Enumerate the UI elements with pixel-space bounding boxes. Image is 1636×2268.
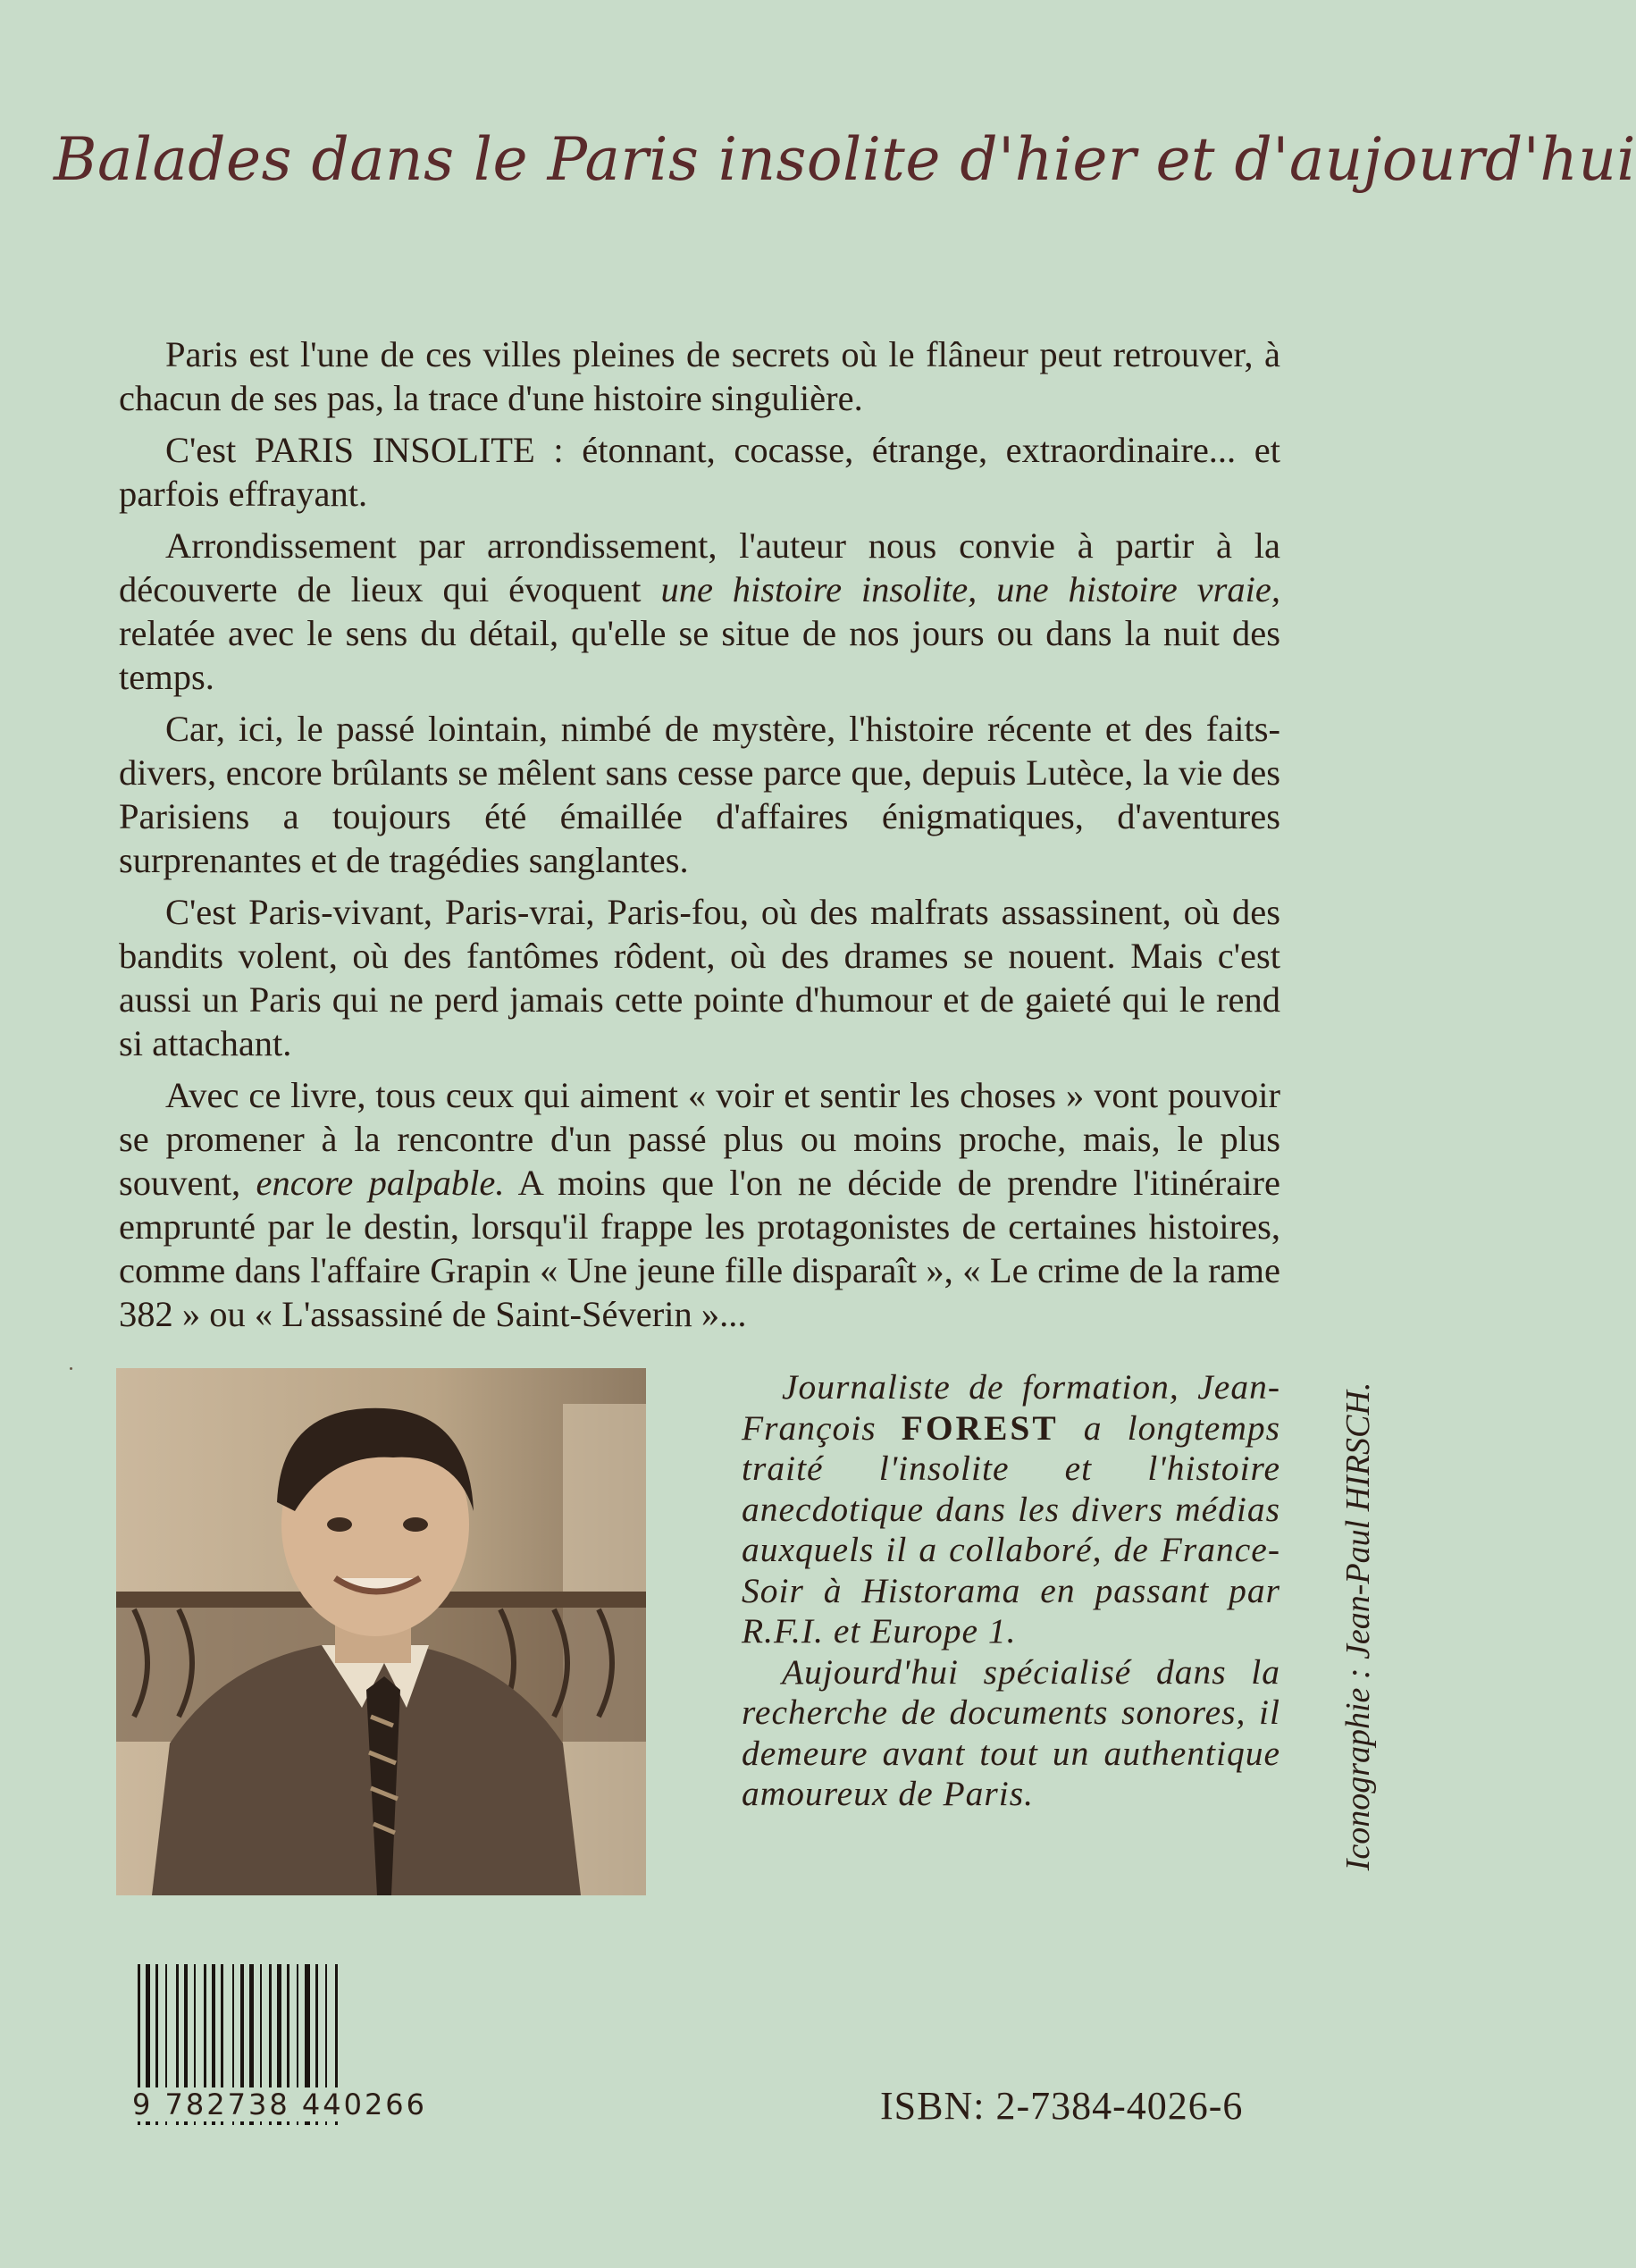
- author-bio: [742, 1367, 1280, 1815]
- text-span: Avec ce livre, tous ceux qui aiment « voir et sentir les choses » vont pouvoir se promener à la rencontre d'un passé plus ou moins proche, mais, le plus souvent,: [119, 1075, 1280, 1203]
- text-span: Journaliste de formation, Jean-François: [742, 1367, 1280, 1448]
- blurb: [119, 332, 1280, 1344]
- isbn: ISBN: 2-7384-4026-6: [880, 2084, 1244, 2128]
- iconography-credit: Iconographie : Jean-Paul HIRSCH.: [1339, 1382, 1377, 1871]
- bio-paragraph: Aujourd'hui spécialisé dans la recherche de documents sonores, il demeure avant tout un authentique amoureux de Paris.: [742, 1651, 1280, 1813]
- text-span: A moins que l'on ne décide de prendre l'itinéraire emprunté par le destin, lorsqu'il frappe les protagonistes de certaines histoires, comme dans l'affaire Grapin « Une jeune fille disparaît », « Le crime de la rame 382 » ou « L'assassiné de Saint-Séverin »...: [119, 1163, 1280, 1334]
- blurb-paragraph: C'est PARIS INSOLITE : étonnant, cocasse, étrange, extraordinaire... et parfois effrayant.: [119, 430, 1280, 514]
- book-title: Balades dans le Paris insolite d'hier et d'aujourd'hui: [54, 125, 1636, 194]
- author-portrait-illustration: [116, 1368, 646, 1895]
- blurb-paragraph: [119, 1073, 1280, 1336]
- blurb-paragraph: C'est Paris-vivant, Paris-vrai, Paris-fou, où des malfrats assassinent, où des bandits volent, où des fantômes rôdent, où des drames se nouent. Mais c'est aussi un Paris qui ne perd jamais cette pointe d'humour et de gaieté qui le rend si attachant.: [119, 892, 1280, 1063]
- author-name: FOREST: [901, 1407, 1059, 1448]
- decorative-dot: [70, 1367, 72, 1370]
- blurb-paragraph: [119, 524, 1280, 699]
- emphasis-span: une histoire insolite, une histoire vraie,: [660, 569, 1280, 609]
- blurb-paragraph: Car, ici, le passé lointain, nimbé de mystère, l'histoire récente et des faits-divers, encore brûlants se mêlent sans cesse parce que, depuis Lutèce, la vie des Parisiens a toujours été émaillée d'affaires énigmatiques, d'aventures surprenantes et de tragédies sanglantes.: [119, 709, 1280, 880]
- text-span: a longtemps traité l'insolite et l'histoire anecdotique dans les divers médias auxquels il a collaboré, de France-Soir à Historama en passant par R.F.I. et Europe 1.: [742, 1407, 1280, 1651]
- blurb-paragraph: Paris est l'une de ces villes pleines de secrets où le flâneur peut retrouver, à chacun de ses pas, la trace d'une histoire singulière.: [119, 334, 1280, 418]
- bio-paragraph: [742, 1367, 1280, 1652]
- emphasis-span: encore palpable.: [256, 1163, 505, 1203]
- text-span: Arrondissement par arrondissement, l'auteur nous convie à partir à la découverte de lieux qui évoquent: [119, 525, 1280, 609]
- text-span: relatée avec le sens du détail, qu'elle se situe de nos jours ou dans la nuit des temps.: [119, 613, 1280, 697]
- barcode-digits: 9 782738 440266: [129, 2087, 454, 2121]
- author-photo: [116, 1368, 646, 1895]
